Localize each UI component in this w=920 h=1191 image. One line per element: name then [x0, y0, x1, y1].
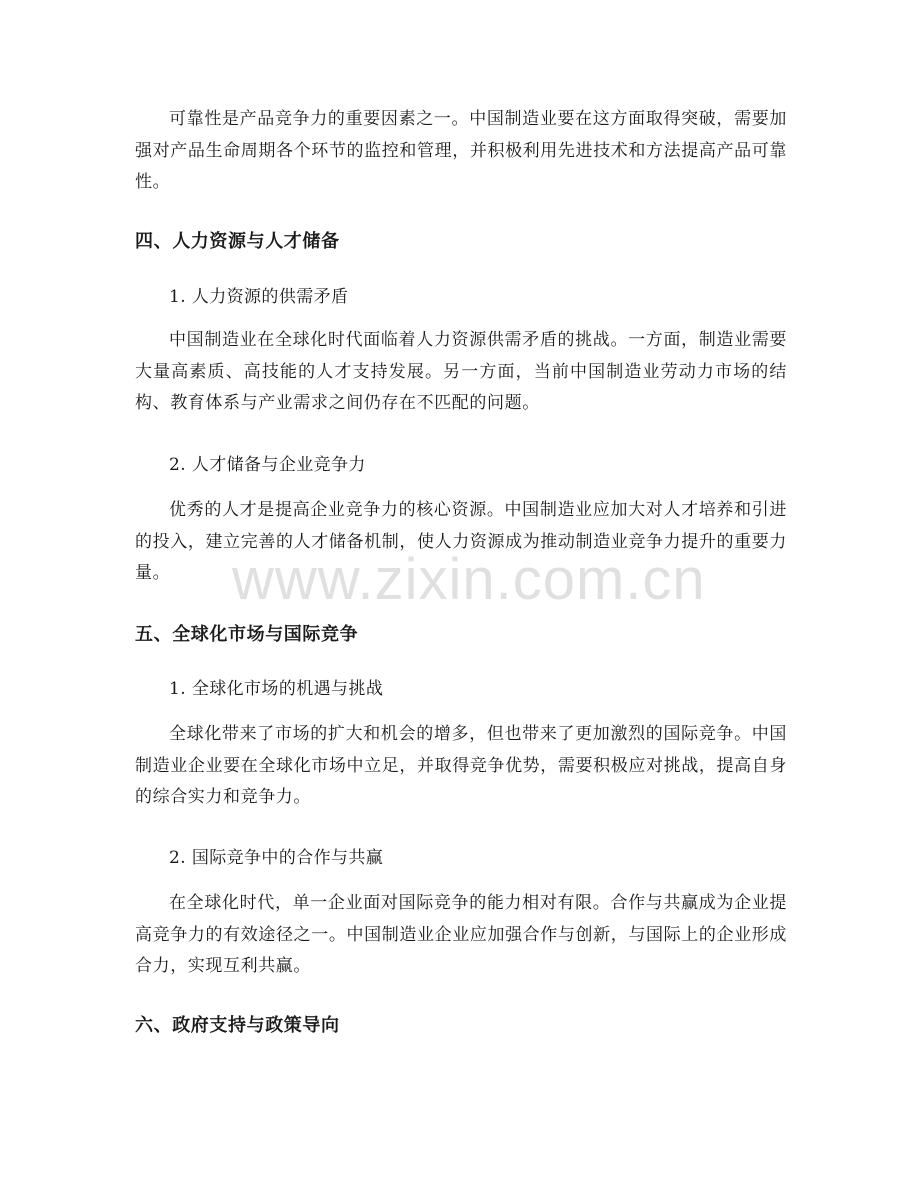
paragraph-talent-reserve: 优秀的人才是提高企业竞争力的核心资源。中国制造业应加大对人才培养和引进的投入，建立完善的人才储备机制，使人力资源成为推动制造业竞争力提升的重要力量。 [135, 500, 787, 583]
subheading-4-2: 2. 人才储备与企业竞争力 [169, 455, 366, 475]
section-heading-5: 五、全球化市场与国际竞争 [135, 624, 359, 645]
paragraph-cooperation: 在全球化时代，单一企业面对国际竞争的能力相对有限。合作与共赢成为企业提高竞争力的有效途径之一。中国制造业企业应加强合作与创新，与国际上的企业形成合力，实现互利共赢。 [135, 893, 787, 976]
paragraph-hr-supply-demand: 中国制造业在全球化时代面临着人力资源供需矛盾的挑战。一方面，制造业需要大量高素质、高技能的人才支持发展。另一方面，当前中国制造业劳动力市场的结构、教育体系与产业需求之间仍存在不匹配的问题。 [135, 330, 787, 413]
subheading-5-2: 2. 国际竞争中的合作与共赢 [169, 848, 384, 868]
section-heading-6: 六、政府支持与政策导向 [135, 1015, 340, 1036]
subheading-5-1: 1. 全球化市场的机遇与挑战 [169, 679, 384, 699]
paragraph-global-market: 全球化带来了市场的扩大和机会的增多，但也带来了更加激烈的国际竞争。中国制造业企业要在全球化市场中立足，并取得竞争优势，需要积极应对挑战，提高自身的综合实力和竞争力。 [135, 724, 787, 807]
subheading-4-1: 1. 人力资源的供需矛盾 [169, 287, 349, 307]
section-heading-4: 四、人力资源与人才储备 [135, 231, 340, 252]
watermark: www.zixin.com.cn [232, 547, 706, 612]
paragraph-reliability: 可靠性是产品竞争力的重要因素之一。中国制造业要在这方面取得突破，需要加强对产品生命周期各个环节的监控和管理，并积极利用先进技术和方法提高产品可靠性。 [135, 109, 787, 192]
